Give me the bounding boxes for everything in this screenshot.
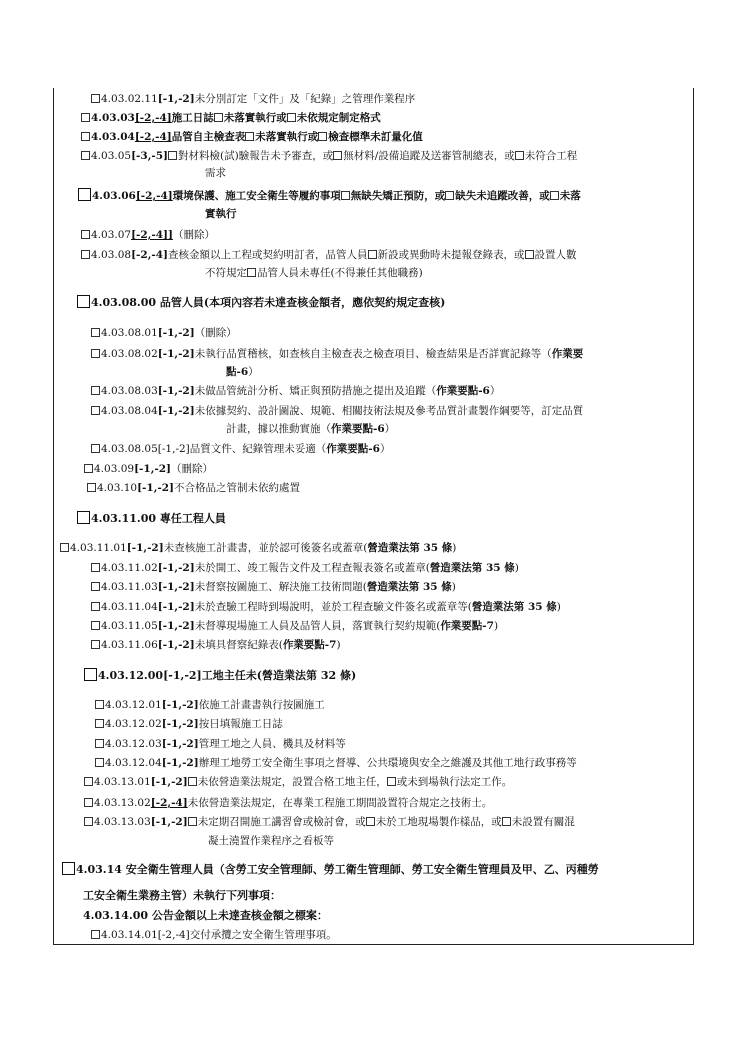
checkbox[interactable] xyxy=(77,511,90,524)
checkbox[interactable] xyxy=(525,250,534,259)
checkbox[interactable] xyxy=(91,349,100,358)
checkbox[interactable] xyxy=(188,817,197,826)
checkbox[interactable] xyxy=(95,739,104,748)
item-qc-2: 4.03.08.02[-1,-2]未執行品質稽核，如查核自主檢查表之檢查項目、檢查結果是否詳實記錄等（作業要 xyxy=(91,347,583,361)
checkbox[interactable] xyxy=(445,191,454,200)
section-eng-title: 4.03.11.00 專任工程人員 xyxy=(77,511,226,527)
checkbox[interactable] xyxy=(368,250,377,259)
checkbox[interactable] xyxy=(91,930,100,939)
checkbox[interactable] xyxy=(81,230,90,239)
item-qc-5: 4.03.08.05[-1,-2]品質文件、紀錄管理未妥適（作業要點-6） xyxy=(91,442,390,456)
checkbox[interactable] xyxy=(502,817,511,826)
checkbox[interactable] xyxy=(91,640,100,649)
item-4-03-04: 4.03.04[-2,-4]品管自主檢查表 未落實執行或 檢查標準未訂量化值 xyxy=(81,130,423,144)
checkbox[interactable] xyxy=(81,151,90,160)
checkbox[interactable] xyxy=(550,191,559,200)
item-site-6: 4.03.13.02[-2,-4]未依營造業法規定，在專業工程施工期間設置符合規定之技術士。 xyxy=(84,796,492,810)
checkbox[interactable] xyxy=(91,582,100,591)
item-4-03-07: 4.03.07[-2,-4]]（刪除） xyxy=(81,228,215,242)
section-safety-title-cont: 工安全衛生業務主管）未執行下列事項： xyxy=(83,889,281,902)
checkbox[interactable] xyxy=(84,817,93,826)
item-4-03-03: 4.03.03[-2,-4]施工日誌 未落實執行或 未依規定制定格式 xyxy=(81,111,381,125)
item-site-1: 4.03.12.01[-1,-2]依施工計畫書執行按圖施工 xyxy=(95,698,325,712)
checkbox[interactable] xyxy=(245,132,254,141)
checkbox[interactable] xyxy=(81,132,90,141)
item-4-03-05: 4.03.05[-3,-5] 對材料檢(試)驗報告未予審查，或 無材料/設備追蹤及送審管制總表，或 未符合工程 xyxy=(81,149,577,163)
item-eng-5: 4.03.11.05[-1,-2]未督導現場施工人員及品管人員，落實執行契約規範(作業要點-7) xyxy=(91,619,498,633)
checkbox[interactable] xyxy=(77,295,90,308)
item-eng-1: 4.03.11.01[-1,-2]未查核施工計畫書，並於認可後簽名或蓋章(營造業法第 35 條) xyxy=(60,541,456,555)
checkbox[interactable] xyxy=(214,113,223,122)
checkbox[interactable] xyxy=(60,543,69,552)
item-site-4: 4.03.12.04[-1,-2]辦理工地勞工安全衛生事項之督導、公共環境與安全之維護及其他工地行政事務等 xyxy=(95,756,577,770)
item-qc-4: 4.03.08.04[-1,-2]未依據契約、設計圖說、規範、相關技術法規及參考品質計畫製作綱要等，訂定品質 xyxy=(91,404,583,418)
item-eng-3: 4.03.11.03[-1,-2]未督察按圖施工、解決施工技術問題(營造業法第 35 條) xyxy=(91,580,456,594)
checkbox[interactable] xyxy=(91,94,100,103)
checkbox[interactable] xyxy=(95,719,104,728)
item-qc-7: 4.03.10[-1,-2]不合格品之管制未依約處置 xyxy=(87,481,300,495)
item-qc-1: 4.03.08.01[-1,-2]（刪除） xyxy=(91,326,237,340)
checkbox[interactable] xyxy=(91,602,100,611)
item-qc-3: 4.03.08.03[-1,-2]未做品管統計分析、矯正與預防措施之提出及追蹤（作業要點-6） xyxy=(91,384,500,398)
checkbox[interactable] xyxy=(341,191,350,200)
checkbox[interactable] xyxy=(95,700,104,709)
item-eng-6: 4.03.11.06[-1,-2]未填具督察紀錄表(作業要點-7) xyxy=(91,638,341,652)
checkbox[interactable] xyxy=(91,328,100,337)
item-4-03-06: 4.03.06[-2,-4]環境保護、施工安全衛生等履約事項 無缺失矯正預防，或 缺失未追蹤改善，或 未落 xyxy=(78,188,581,203)
checkbox[interactable] xyxy=(62,862,75,875)
item-site-7: 4.03.13.03[-1,-2] 未定期召開施工講習會或檢討會，或 未於工地現場製作樣品，或 未設置有關混 xyxy=(84,815,575,829)
checkbox[interactable] xyxy=(333,151,342,160)
item-qc-6: 4.03.09[-1,-2]（刪除） xyxy=(84,462,213,476)
section-safety-sub: 4.03.14.00 公告金額以上未達查核金額之標案： xyxy=(83,909,328,922)
checkbox[interactable] xyxy=(91,621,100,630)
item-qc-2-cont: 點-6） xyxy=(226,366,259,378)
item-qc-4-cont: 計畫，據以推動實施（作業要點-6） xyxy=(226,423,396,435)
item-safety-1: 4.03.14.01[-2,-4]交付承攬之安全衛生管理事項。 xyxy=(91,928,337,942)
checkbox[interactable] xyxy=(247,268,256,277)
checkbox[interactable] xyxy=(387,777,396,786)
item-site-7-cont: 凝土澆置作業程序之看板等 xyxy=(208,835,334,847)
checkbox[interactable] xyxy=(84,777,93,786)
checkbox[interactable] xyxy=(91,386,100,395)
checkbox[interactable] xyxy=(81,250,90,259)
item-eng-2: 4.03.11.02[-1,-2]未於開工、竣工報告文件及工程查報表簽名或蓋章(營造業法第 35 條) xyxy=(91,561,519,575)
checkbox[interactable] xyxy=(287,113,296,122)
checkbox[interactable] xyxy=(91,563,100,572)
checkbox[interactable] xyxy=(515,151,524,160)
item-4-03-05-cont: 需求 xyxy=(205,167,226,179)
item-4-03-02-11: 4.03.02.11[-1,-2]未分別訂定「文件」及「紀錄」之管理作業程序 xyxy=(91,92,415,106)
checkbox[interactable] xyxy=(91,406,100,415)
checkbox[interactable] xyxy=(84,668,97,681)
section-safety-title: 4.03.14 安全衛生管理人員（含勞工安全管理師、勞工衛生管理師、勞工安全衛生管理員及甲、乙、丙種勞 xyxy=(62,862,599,878)
item-site-3: 4.03.12.03[-1,-2]管理工地之人員、機具及材料等 xyxy=(95,737,346,751)
checkbox[interactable] xyxy=(95,758,104,767)
item-site-2: 4.03.12.02[-1,-2]按日填報施工日誌 xyxy=(95,717,283,731)
item-4-03-08-cont: 不符規定 品管人員未專任(不得兼任其他職務) xyxy=(205,267,423,279)
checkbox[interactable] xyxy=(78,188,91,201)
item-site-5: 4.03.13.01[-1,-2] 未依營造業法規定，設置合格工地主任， 或未到場執行法定工作。 xyxy=(84,775,512,789)
checkbox[interactable] xyxy=(318,132,327,141)
item-eng-4: 4.03.11.04[-1,-2]未於查驗工程時到場說明，並於工程查驗文件簽名或蓋章等(營造業法第 35 條) xyxy=(91,600,561,614)
item-4-03-06-cont: 實執行 xyxy=(205,208,237,220)
section-qc-title: 4.03.08.00 品管人員(本項內容若未達查核金額者，應依契約規定查核) xyxy=(77,295,445,311)
checkbox[interactable] xyxy=(188,777,197,786)
checkbox[interactable] xyxy=(81,113,90,122)
item-4-03-08: 4.03.08[-2,-4]查核金額以上工程或契約明訂者，品管人員 新設或異動時未提報登錄表，或 設置人數 xyxy=(81,248,577,262)
checkbox[interactable] xyxy=(168,151,177,160)
checkbox[interactable] xyxy=(87,483,96,492)
checkbox[interactable] xyxy=(91,444,100,453)
section-site-title: 4.03.12.00[-1,-2]工地主任未(營造業法第 32 條) xyxy=(84,668,356,684)
checkbox[interactable] xyxy=(84,464,93,473)
checkbox[interactable] xyxy=(84,798,93,807)
checkbox[interactable] xyxy=(366,817,375,826)
